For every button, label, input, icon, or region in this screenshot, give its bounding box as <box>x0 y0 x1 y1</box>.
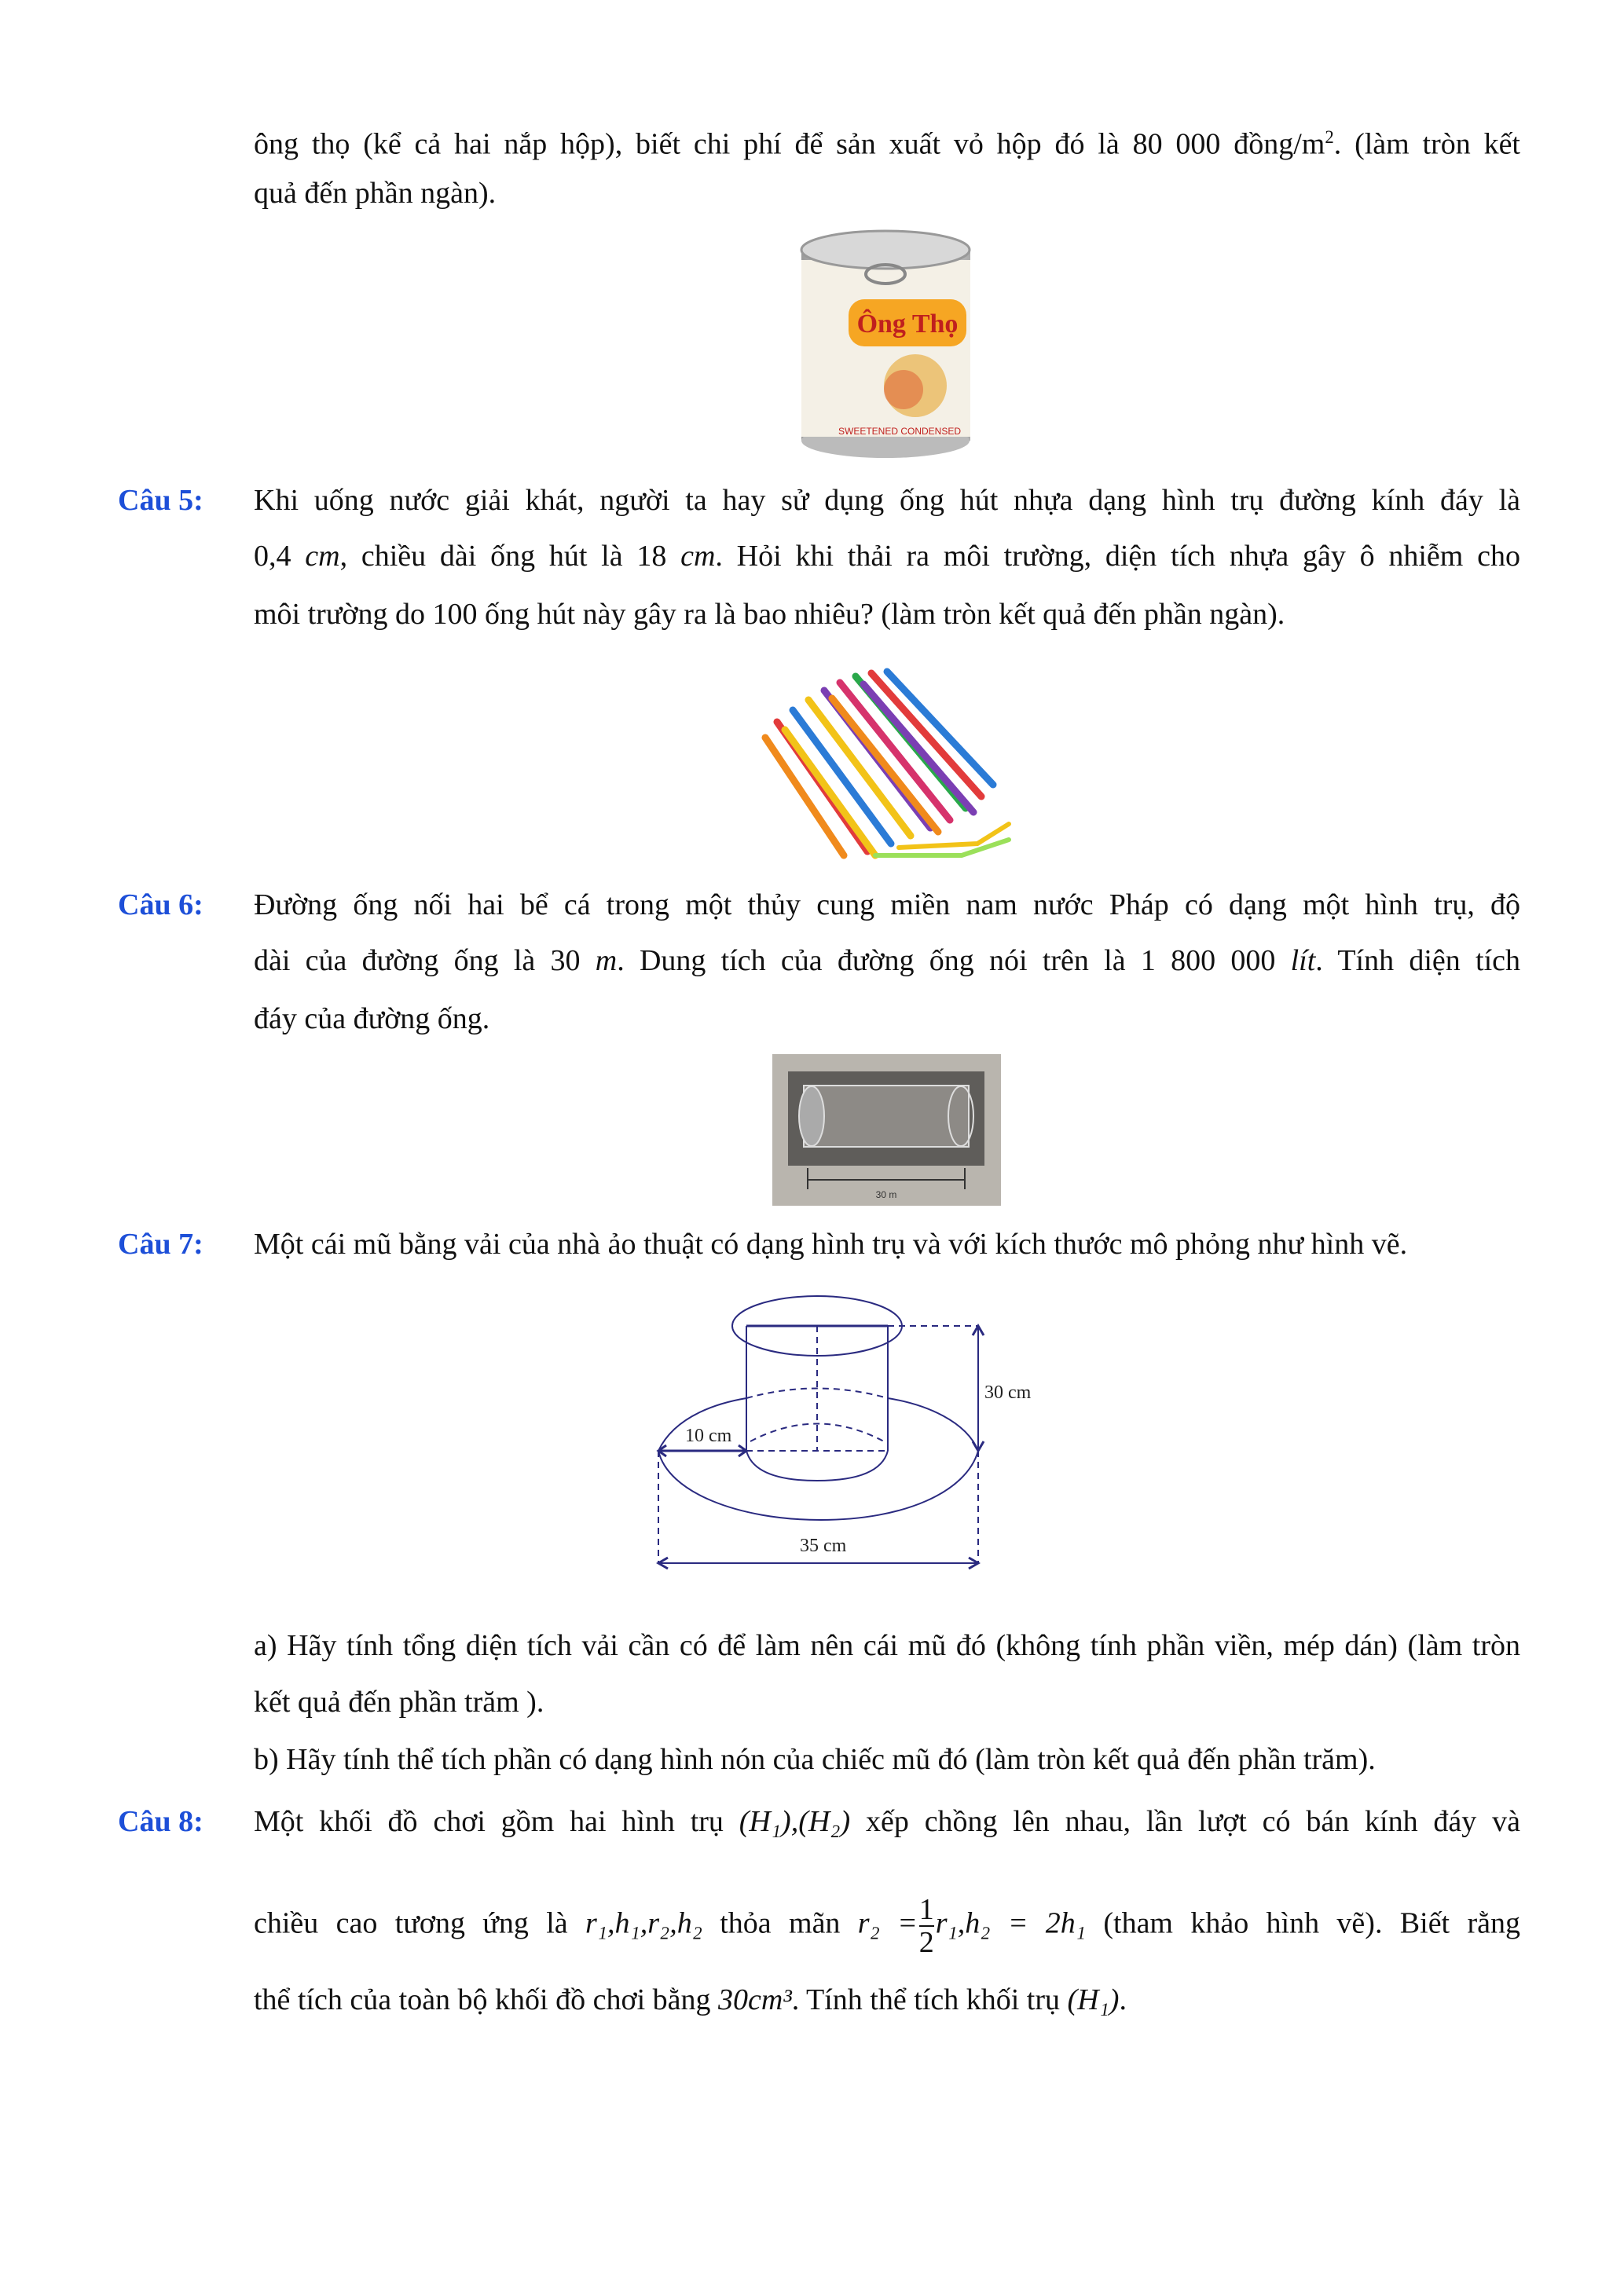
q6-line-1: Đường ống nối hai bể cá trong một thủy cung miền nam nước Pháp có dạng một hình trụ, độ <box>254 888 1520 921</box>
math: (H₁) <box>1067 1983 1120 2016</box>
text: thể tích của toàn bộ khối đồ chơi bằng <box>254 1983 719 2016</box>
question-5-label: Câu 5: <box>118 484 203 517</box>
text: . Tính thể tích khối trụ <box>791 1983 1068 2016</box>
text: . Tính diện tích <box>1315 944 1520 977</box>
q8-line-3 <box>254 1981 1520 2019</box>
text: xếp chồng lên nhau, lần lượt có bán kính đáy và <box>850 1805 1520 1838</box>
q7-part-b: b) Hãy tính thể tích phần có dạng hình nón của chiếc mũ đó (làm tròn kết quả đến phần trăm). <box>254 1743 1376 1776</box>
text: . <box>1119 1983 1127 2016</box>
condensed-milk-can-image <box>797 229 974 460</box>
svg-text:SWEETENED CONDENSED: SWEETENED CONDENSED <box>838 426 962 437</box>
q7-line-1: Một cái mũ bằng vải của nhà ảo thuật có dạng hình trụ và với kích thước mô phỏng như hình vẽ. <box>254 1228 1408 1261</box>
unit: m <box>595 944 618 977</box>
q8-line-2 <box>254 1894 1520 1958</box>
intro-line-1 <box>254 119 1520 163</box>
text: . (làm tròn kết <box>1333 127 1520 161</box>
q7-part-a-line-1: a) Hãy tính tổng diện tích vải cần có để làm nên cái mũ đó (không tính phần viền, mép dán) (làm tròn <box>254 1629 1520 1662</box>
text: ông thọ (kể cả hai nắp hộp), biết chi phí để sản xuất vỏ hộp đó là 80 000 đồng/m <box>254 127 1325 161</box>
unit: cm <box>680 540 716 573</box>
math: r₁,h₂ = 2h₁ <box>935 1906 1087 1940</box>
text: dài của đường ống là 30 <box>254 944 596 977</box>
text: . Dung tích của đường ống nói trên là 1 800 000 <box>617 944 1291 977</box>
numerator: 1 <box>918 1893 934 1926</box>
width-dimension-label: 35 cm <box>800 1536 847 1556</box>
text: , chiều dài ống hút là 18 <box>339 540 681 573</box>
math: r₂ = <box>857 1906 918 1940</box>
text: (tham khảo hình vẽ). Biết rằng <box>1086 1906 1520 1940</box>
height-dimension-label: 30 cm <box>984 1382 1032 1403</box>
question-8-label: Câu 8: <box>118 1805 203 1838</box>
unit: lít <box>1290 944 1316 977</box>
q7-part-a-line-2: kết quả đến phần trăm ). <box>254 1686 544 1719</box>
q6-line-3: đáy của đường ống. <box>254 1002 490 1035</box>
text: thỏa mãn <box>702 1906 858 1940</box>
intro-line-2: quả đến phần ngàn). <box>254 177 497 210</box>
q5-line-1: Khi uống nước giải khát, người ta hay sử dụng ống hút nhựa dạng hình trụ đường kính đáy là <box>254 484 1520 517</box>
fraction <box>919 1894 934 1958</box>
superscript: 2 <box>1325 127 1334 147</box>
question-7-label: Câu 7: <box>118 1228 203 1261</box>
unit: cm <box>305 540 340 573</box>
math: (H₁),(H₂) <box>739 1805 851 1838</box>
question-6-label: Câu 6: <box>118 888 203 921</box>
aquarium-pipe-image <box>772 1054 1001 1206</box>
q6-line-2 <box>254 942 1520 980</box>
denominator: 2 <box>918 1926 934 1959</box>
text: chiều cao tương ứng là <box>254 1906 585 1940</box>
math: 30cm³ <box>718 1983 792 2016</box>
pipe-length-label: 30 m <box>875 1189 897 1200</box>
math: r₁,h₁,r₂,h₂ <box>585 1906 702 1940</box>
text: . Hỏi khi thải ra môi trường, diện tích nhựa gây ô nhiễm cho <box>715 540 1520 573</box>
straws-image <box>757 667 1014 863</box>
brim-dimension-label: 10 cm <box>685 1426 732 1446</box>
q5-line-3: môi trường do 100 ống hút này gây ra là bao nhiêu? (làm tròn kết quả đến phần ngàn). <box>254 598 1285 631</box>
q8-line-1 <box>254 1803 1520 1840</box>
text: Một khối đồ chơi gồm hai hình trụ <box>254 1805 739 1838</box>
magician-hat-diagram <box>644 1288 1131 1595</box>
text: 0,4 <box>254 540 306 573</box>
can-brand-logo: Ông Thọ <box>856 309 959 339</box>
q5-line-2 <box>254 537 1520 575</box>
